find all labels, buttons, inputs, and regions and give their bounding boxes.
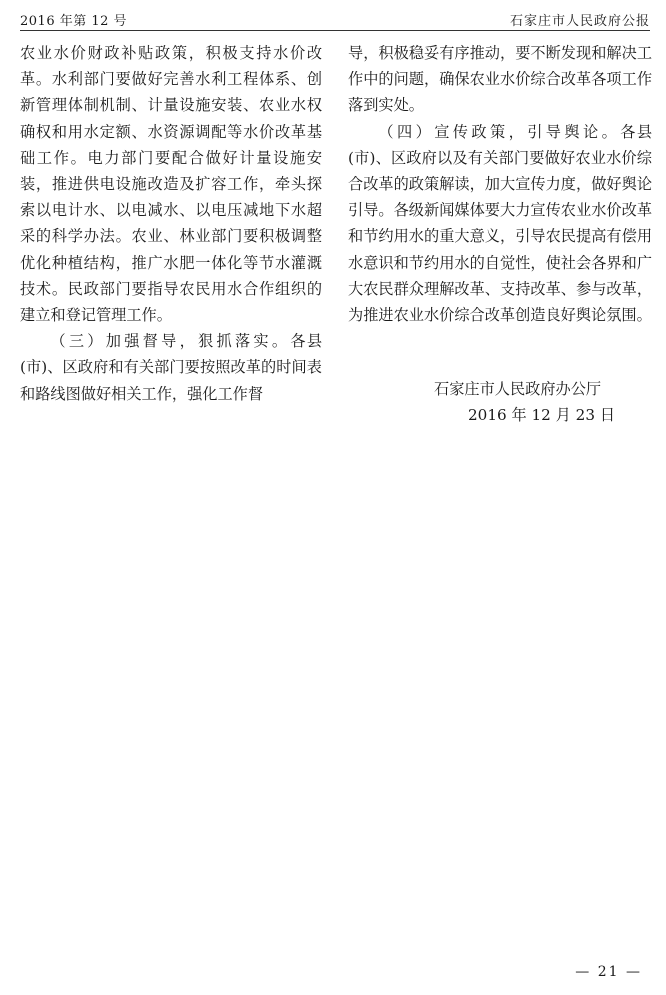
paragraph-continued-right: 导，积极稳妥有序推动，要不断发现和解决工作中的问题，确保农业水价综合改革各项工作落到实处。 (348, 44, 652, 115)
signature-block (348, 376, 652, 428)
section-3-paragraph (20, 328, 322, 407)
right-column (348, 40, 652, 328)
page-number: — 21 — (575, 964, 642, 980)
left-column (20, 40, 322, 407)
issuing-organization: 石家庄市人民政府办公厅 (434, 380, 602, 398)
section-3-text: 各县(市)、区政府和有关部门要按照改革的时间表和路线图做好相关工作，强化工作督 (20, 332, 323, 403)
page-header (20, 8, 650, 31)
paragraph-continued: 农业水价财政补贴政策，积极支持水价改革。水利部门要做好完善水利工程体系、创新管理体制机制、计量设施安装、农业水权确权和用水定额、水资源调配等水价改革基础工作。电力部门要配合做好计量设施安装，推进供电设施改造及扩容工作，牵头探索以电计水、以电减水、以电压减地下水超采的科学办法。农业、林业部门要积极调整优化种植结构，推广水肥一体化等节水灌溉技术。民政部门要指导农民用水合作组织的建立和登记管理工作。 (20, 44, 322, 325)
publication-title: 石家庄市人民政府公报 (509, 14, 650, 29)
section-4-heading: （四）宣传政策，引导舆论。 (378, 122, 621, 141)
section-3-heading: （三）加强督导，狠抓落实。 (50, 332, 291, 351)
section-4-text: 各县(市)、区政府以及有关部门要做好农业水价综合改革的政策解读，加大宣传力度，做好舆论引导。各级新闻媒体要大力宣传农业水价改革和节约用水的重大意义，引导农民提高有偿用水意识和节约用水的自觉性，使社会各界和广大农民群众理解改革、支持改革、参与改革，为推进农业水价综合改革创造良好舆论氛围。 (348, 122, 653, 325)
issue-date: 2016 年 12 月 23 日 (468, 406, 616, 424)
section-4-paragraph (348, 119, 652, 329)
issue-number: 2016 年第 12 号 (20, 14, 128, 29)
